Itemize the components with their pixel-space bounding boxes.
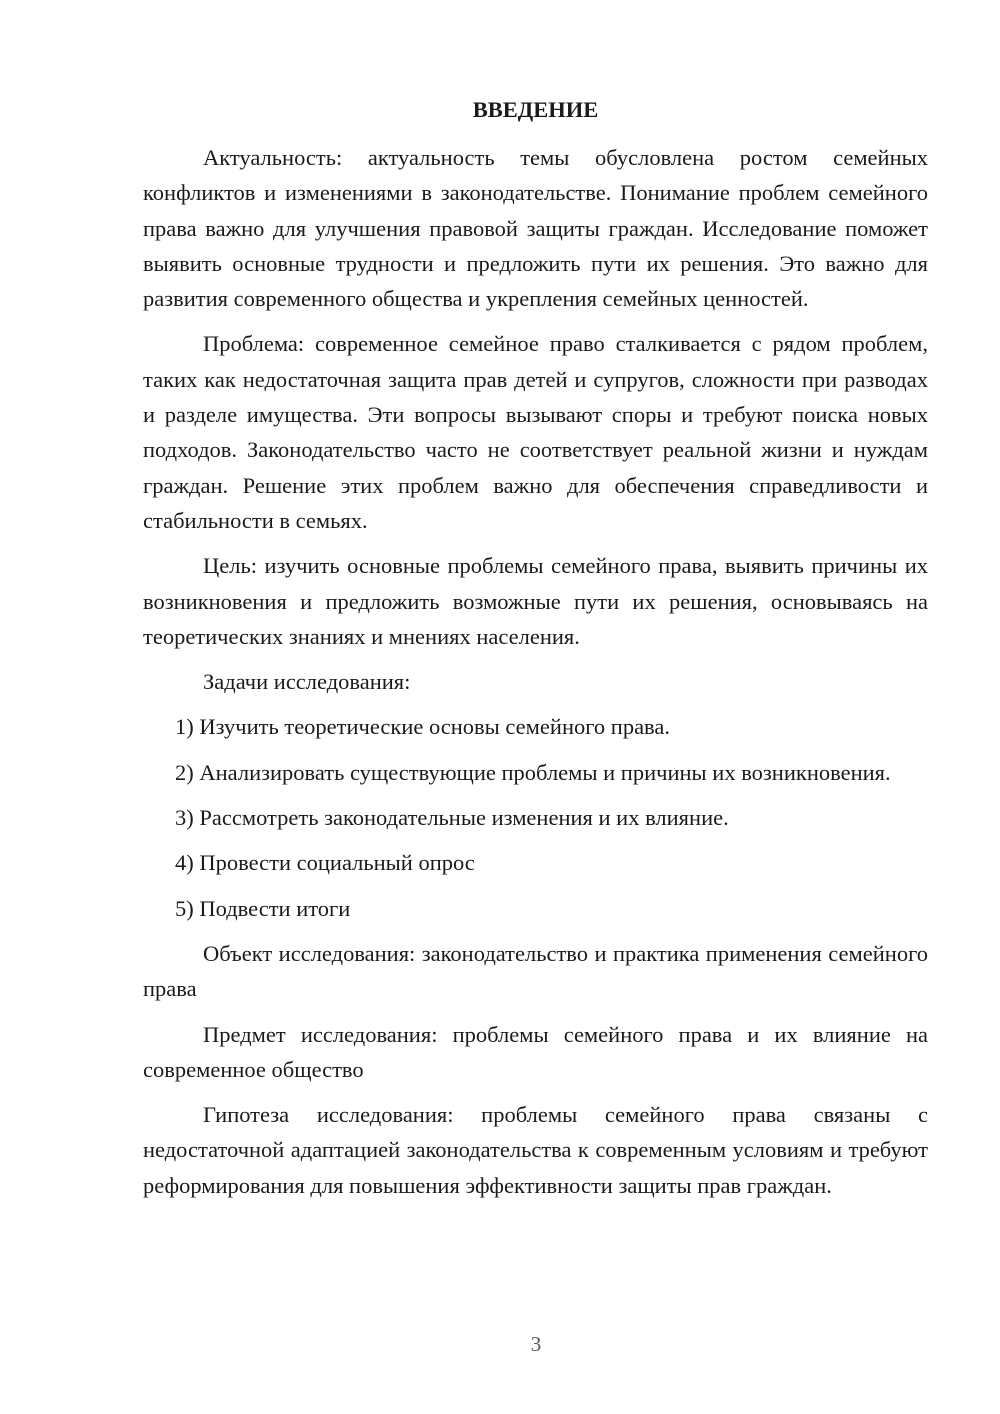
paragraph-problem: Проблема: современное семейное право сталкивается с рядом проблем, таких как недостаточная защита прав детей и супругов, сложности при разводах и разделе имущества. Эти вопросы вызывают споры и требуют поиска новых подходов. Законодательство часто не соответствует реальной жизни и нуждам граждан. Решение этих проблем важно для обеспечения справедливости и стабильности в семьях. (143, 331, 928, 533)
page-number: 3 (530, 1332, 542, 1356)
paragraph-tasks-heading: Задачи исследования: (203, 669, 411, 695)
task-item-2: 2) Анализировать существующие проблемы и причины их возникновения. (175, 759, 891, 785)
document-page (143, 92, 928, 1213)
paragraph-relevance: Актуальность: актуальность темы обусловлена ростом семейных конфликтов и изменениями в законодательстве. Понимание проблем семейного права важно для улучшения правовой защиты граждан. Исследование поможет выявить основные трудности и предложить пути их решения. Это важно для развития современного общества и укрепления семейных ценностей. (143, 145, 928, 312)
paragraph-goal: Цель: изучить основные проблемы семейного права, выявить причины их возникновения и предложить возможные пути их решения, основываясь на теоретических знаниях и мнениях населения. (143, 553, 928, 649)
paragraph-hypothesis: Гипотеза исследования: проблемы семейного права связаны с недостаточной адаптацией законодательства к современным условиям и требуют реформирования для повышения эффективности защиты прав граждан. (143, 1102, 928, 1198)
page-title: ВВЕДЕНИЕ (472, 97, 599, 122)
paragraph-subject: Предмет исследования: проблемы семейного права и их влияние на современное общество (143, 1021, 928, 1082)
paragraph-object: Объект исследования: законодательство и практика применения семейного права (143, 940, 928, 1002)
task-item-1: 1) Изучить теоретические основы семейного права. (175, 714, 670, 740)
task-item-3: 3) Рассмотреть законодательные изменения и их влияние. (175, 805, 729, 831)
task-item-4: 4) Провести социальный опрос (175, 850, 475, 876)
task-item-5: 5) Подвести итоги (175, 895, 351, 921)
